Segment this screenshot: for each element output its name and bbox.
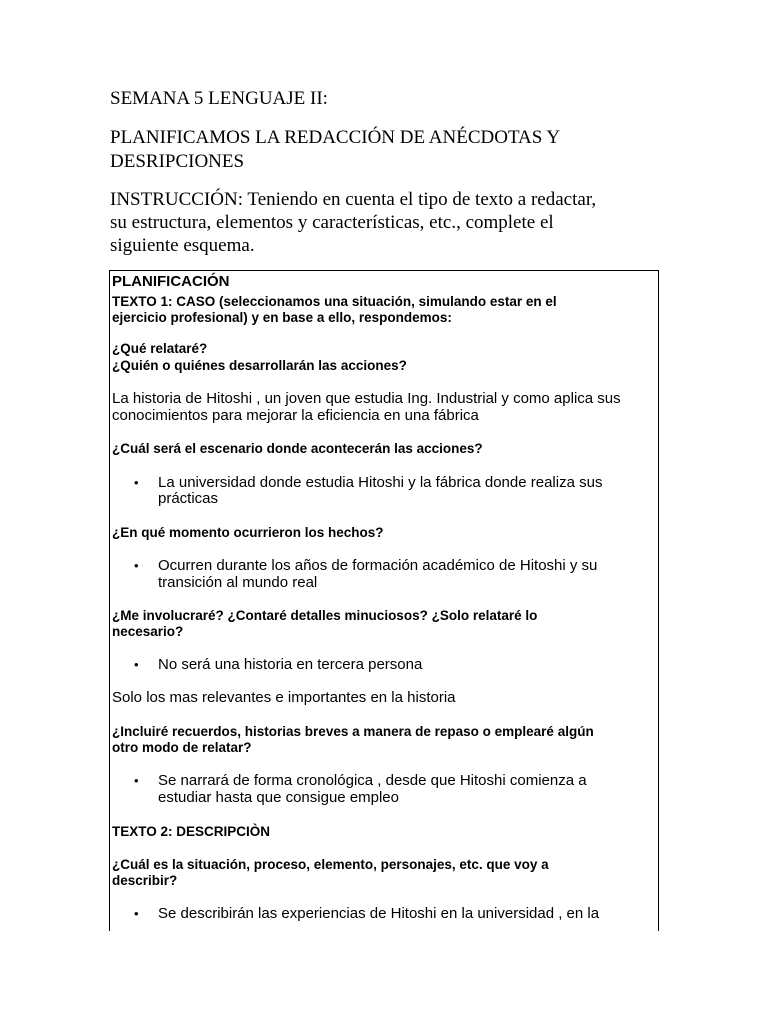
instruction-line2: su estructura, elementos y características, etc., complete el	[110, 212, 554, 233]
question-involvement-line2: necesario?	[112, 624, 184, 639]
week-title: SEMANA 5 LENGUAJE II:	[110, 88, 328, 109]
instruction-line3: siguiente esquema.	[110, 235, 255, 256]
question-memories-line1: ¿Incluiré recuerdos, historias breves a manera de repaso o empleаré algún	[112, 724, 594, 739]
answer-when-line2: transición al mundo real	[158, 574, 318, 591]
question-who: ¿Quién o quiénes desarrollarán las acciones?	[112, 358, 407, 373]
answer-involvement: No será una historia en tercera persona	[158, 656, 423, 673]
question-what: ¿Qué relataré?	[112, 341, 208, 356]
bullet-marker: •	[134, 773, 139, 788]
section-title-line2: DESRIPCIONES	[110, 151, 245, 172]
bullet-marker: •	[134, 475, 139, 490]
bullet-marker: •	[134, 906, 139, 921]
question-describe-line2: describir?	[112, 873, 178, 888]
answer-describe-line1: Se describirán las experiencias de Hitoshi en la universidad , en la	[158, 905, 600, 922]
section-title-line1: PLANIFICAMOS LA REDACCIÓN DE ANÉCDOTAS Y	[110, 127, 561, 148]
bullet-marker: •	[134, 558, 139, 573]
texto1-heading-line2: ejercicio profesional) y en base a ello, respondemos:	[112, 310, 452, 325]
table-title: PLANIFICACIÓN	[112, 273, 230, 290]
texto2-heading: TEXTO 2: DESCRIPCIÒN	[112, 824, 271, 839]
answer-memories-line2: estudiar hasta que consigue empleo	[158, 789, 399, 806]
question-setting: ¿Cuál será el escenario donde acontecerán las acciones?	[112, 441, 483, 456]
question-describe-line1: ¿Cuál es la situación, proceso, elemento, personajes, etc. que voy a	[112, 857, 549, 872]
planning-table	[109, 270, 659, 931]
texto1-heading-line1: TEXTO 1: CASO (seleccionamos una situación, simulando estar en el	[112, 294, 557, 309]
question-involvement-line1: ¿Me involucraré? ¿Contaré detalles minuciosos? ¿Solo relataré lo	[112, 608, 538, 623]
answer-memories-line1: Se narrará de forma cronológica , desde que Hitoshi comienza a	[158, 772, 587, 789]
bullet-marker: •	[134, 657, 139, 672]
answer-details: Solo los mas relevantes e importantes en la historia	[112, 689, 456, 706]
question-memories-line2: otro modo de relatar?	[112, 740, 252, 755]
answer-setting-line1: La universidad donde estudia Hitoshi y la fábrica donde realiza sus	[158, 474, 603, 491]
answer-setting-line2: prácticas	[158, 490, 219, 507]
answer-story-line1: La historia de Hitoshi , un joven que estudia Ing. Industrial y como aplica sus	[112, 390, 621, 407]
answer-story-line2: conocimientos para mejorar la eficiencia en una fábrica	[112, 407, 479, 424]
question-when: ¿En qué momento ocurrieron los hechos?	[112, 525, 384, 540]
answer-when-line1: Ocurren durante los años de formación académico de Hitoshi y su	[158, 557, 598, 574]
instruction-line1: INSTRUCCIÓN: Teniendo en cuenta el tipo de texto a redactar,	[110, 189, 597, 210]
